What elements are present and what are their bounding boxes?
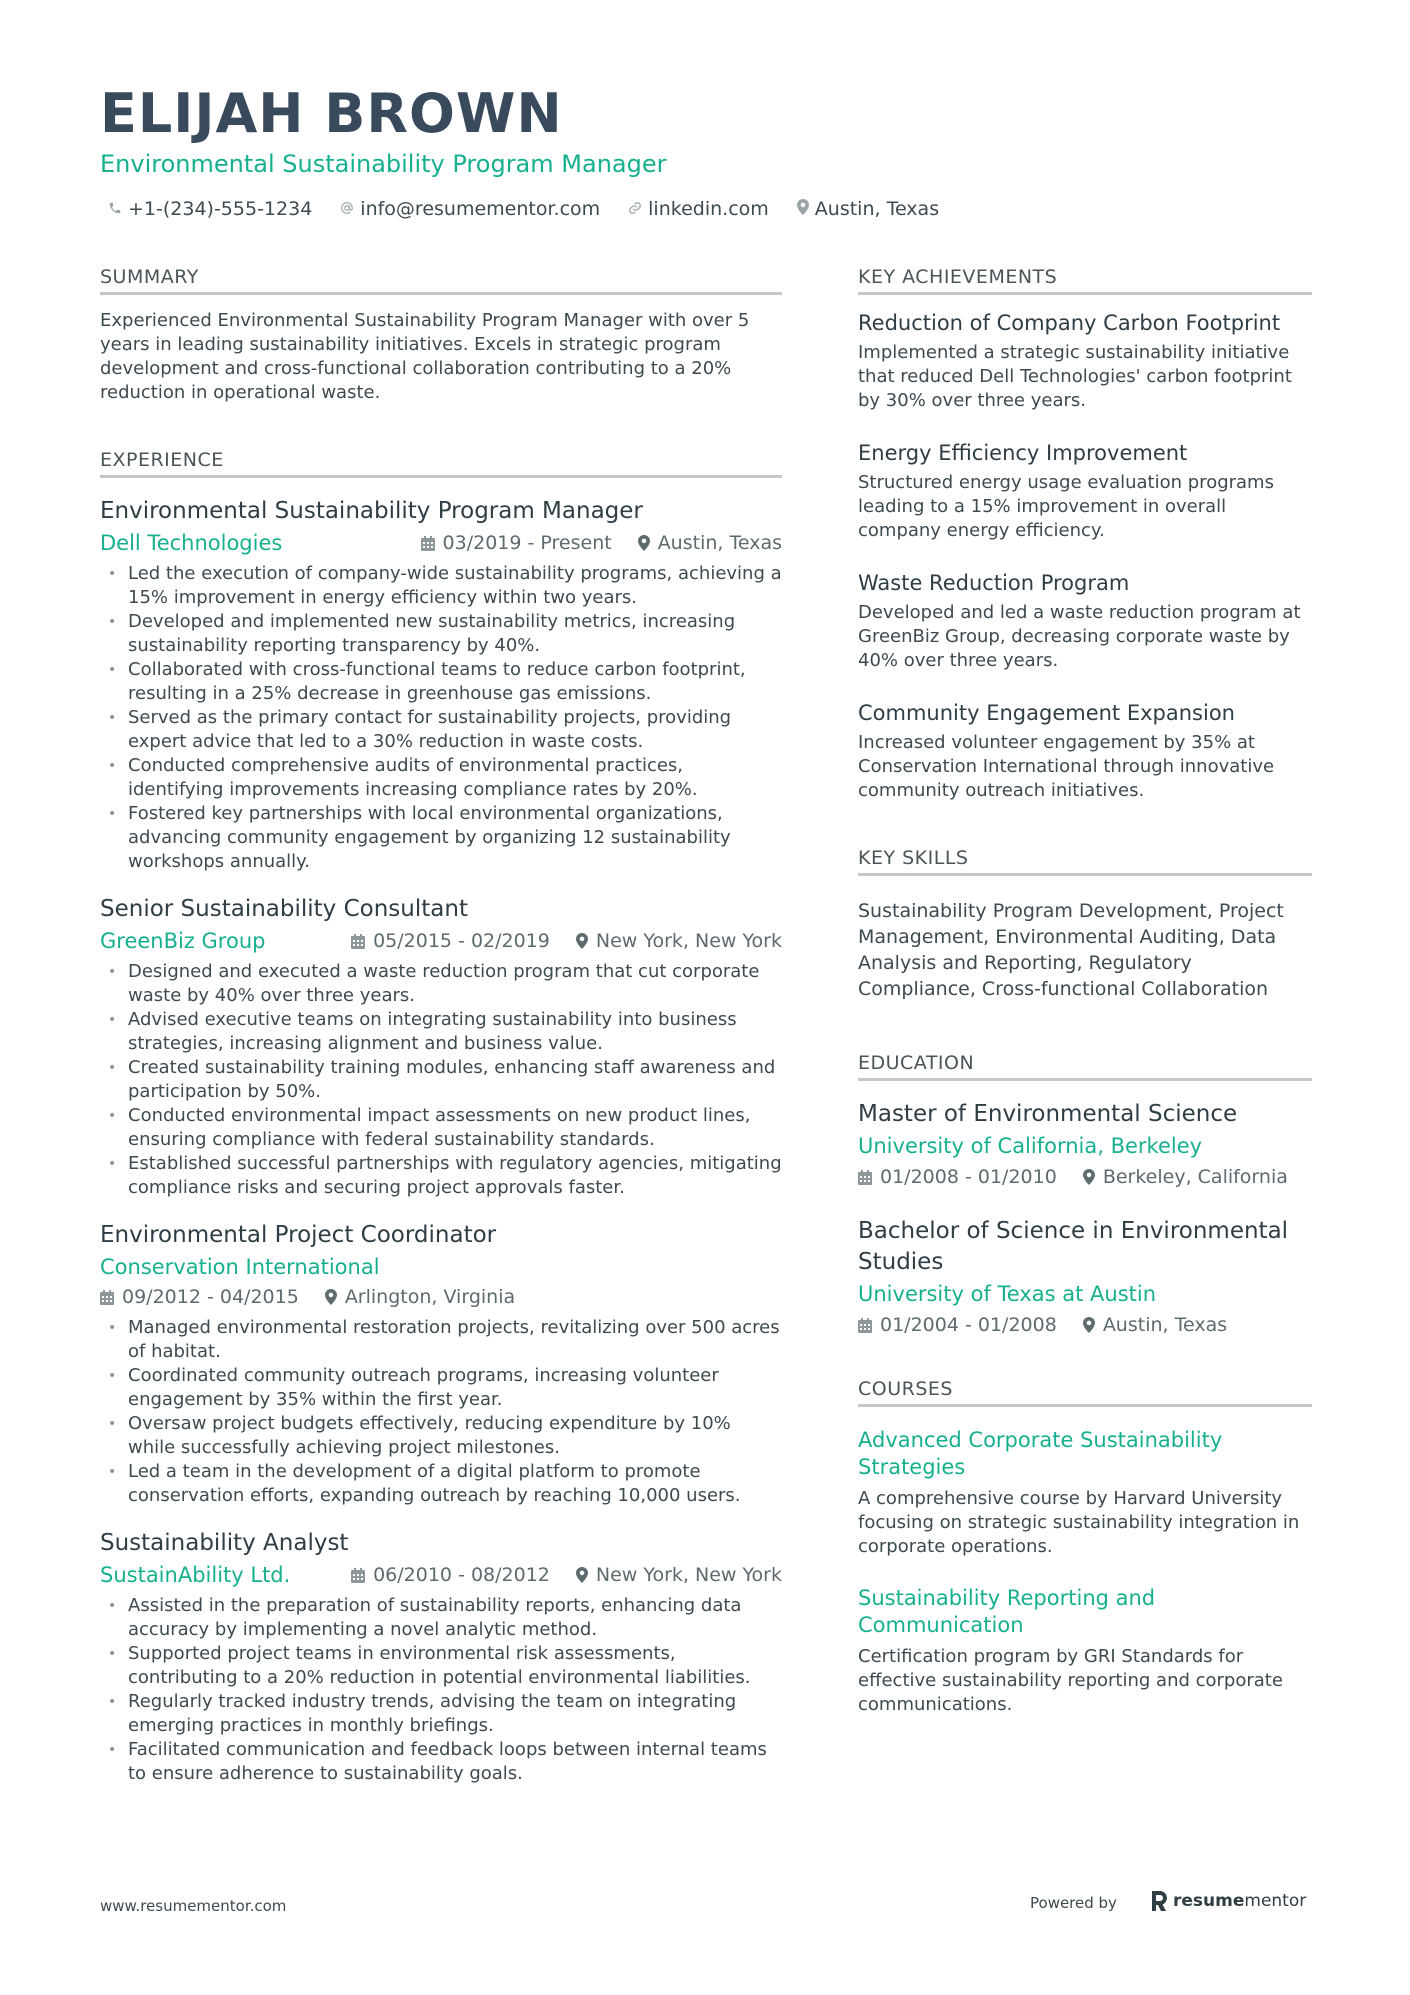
education-meta: [858, 1312, 1312, 1338]
job-location-text: Austin, Texas: [657, 532, 782, 554]
job-meta: [100, 928, 782, 954]
candidate-role: Environmental Sustainability Program Manager: [100, 150, 667, 178]
job-location-text: New York, New York: [595, 1564, 782, 1586]
job-bullet: • Established successful partnerships with regulatory agencies, mitigating compliance risks and securing project approvals faster.: [100, 1152, 782, 1200]
experience-item: [100, 1528, 782, 1786]
footer-url[interactable]: www.resumementor.com: [100, 1897, 287, 1915]
map-pin-icon: [325, 1289, 337, 1305]
education-location: [1083, 1166, 1288, 1188]
skills-text: Sustainability Program Development, Project Management, Environmental Auditing, Data Analysis and Reporting, Regulatory Compliance, Cross-functional Collaboration: [858, 900, 1284, 1000]
course-text: A comprehensive course by Harvard University focusing on strategic sustainability integration in corporate operations.: [858, 1488, 1300, 1557]
job-bullet: • Developed and implemented new sustainability metrics, increasing sustainability reporting transparency by 40%.: [100, 610, 782, 658]
school-name: University of Texas at Austin: [858, 1282, 1157, 1306]
education-item: [858, 1216, 1312, 1338]
achievement-title: Energy Efficiency Improvement: [858, 441, 1188, 465]
job-location: [576, 930, 782, 952]
job-meta-details: [421, 532, 782, 554]
candidate-name: ELIJAH BROWN: [100, 82, 563, 145]
degree-title: Bachelor of Science in Environmental Studies: [858, 1218, 1289, 1275]
contact-email[interactable]: [340, 198, 600, 220]
map-pin-icon: [576, 1567, 588, 1583]
job-dates: [351, 1564, 550, 1586]
calendar-icon: [421, 536, 435, 551]
job-dates: [421, 532, 612, 554]
job-bullet: • Supported project teams in environmental risk assessments, contributing to a 20% reduction in potential environmental liabilities.: [100, 1642, 782, 1690]
experience-item: [100, 1220, 782, 1508]
achievement-text: Increased volunteer engagement by 35% at Conservation International through innovative community outreach initiatives.: [858, 732, 1275, 801]
footer-logo[interactable]: [1150, 1891, 1306, 1911]
job-location-text: Arlington, Virginia: [344, 1286, 516, 1308]
map-pin-icon: [797, 198, 815, 220]
map-pin-icon: [1083, 1317, 1095, 1333]
job-bullet: • Advised executive teams on integrating sustainability into business strategies, increasing alignment and business value.: [100, 1008, 782, 1056]
right-column: [858, 266, 1312, 1743]
experience-item: [100, 496, 782, 874]
phone-text: +1-(234)-555-1234: [128, 198, 313, 220]
job-bullet: • Managed environmental restoration projects, revitalizing over 500 acres of habitat.: [100, 1316, 782, 1364]
achievement-item: [858, 699, 1312, 803]
calendar-icon: [858, 1170, 872, 1185]
course-title: Sustainability Reporting and Communication: [858, 1586, 1156, 1637]
job-meta-details: [351, 1564, 782, 1586]
education-location-text: Berkeley, California: [1102, 1166, 1288, 1188]
at-icon: [340, 198, 360, 220]
calendar-icon: [351, 934, 365, 949]
calendar-icon: [100, 1290, 114, 1305]
job-meta-details: [351, 930, 782, 952]
course-item: [858, 1427, 1312, 1559]
achievements-heading: KEY ACHIEVEMENTS: [858, 266, 1312, 295]
job-bullet: • Collaborated with cross-functional teams to reduce carbon footprint, resulting in a 25% decrease in greenhouse gas emissions.: [100, 658, 782, 706]
job-company: SustainAbility Ltd.: [100, 1563, 291, 1587]
job-dates-text: 06/2010 - 08/2012: [373, 1564, 550, 1586]
education-meta-details: [858, 1166, 1288, 1188]
school-name: University of California, Berkeley: [858, 1134, 1203, 1158]
job-dates-text: 05/2015 - 02/2019: [373, 930, 550, 952]
job-bullet: • Fostered key partnerships with local environmental organizations, advancing community engagement by organizing 12 sustainability workshops annually.: [100, 802, 782, 874]
calendar-icon: [351, 1568, 365, 1583]
footer-powered-label: Powered by: [1030, 1894, 1117, 1912]
job-company: Dell Technologies: [100, 531, 283, 555]
experience-item: [100, 894, 782, 1200]
achievement-text: Structured energy usage evaluation programs leading to a 15% improvement in overall company energy efficiency.: [858, 472, 1274, 541]
job-location: [576, 1564, 782, 1586]
education-item: [858, 1099, 1312, 1190]
job-bullet: • Oversaw project budgets effectively, reducing expenditure by 10% while successfully achieving project milestones.: [100, 1412, 782, 1460]
achievement-text: Implemented a strategic sustainability initiative that reduced Dell Technologies' carbon footprint by 30% over three years.: [858, 342, 1292, 411]
achievement-text: Developed and led a waste reduction program at GreenBiz Group, decreasing corporate waste by 40% over three years.: [858, 602, 1301, 671]
education-heading: EDUCATION: [858, 1052, 1312, 1081]
job-meta-details: [100, 1286, 515, 1308]
achievement-title: Community Engagement Expansion: [858, 701, 1235, 725]
achievement-item: [858, 309, 1312, 413]
job-dates: [351, 930, 550, 952]
job-bullet: • Led a team in the development of a digital platform to promote conservation efforts, expanding outreach by reaching 10,000 users.: [100, 1460, 782, 1508]
logo-bold-text: resume: [1173, 1891, 1245, 1911]
achievement-item: [858, 439, 1312, 543]
job-dates: [100, 1286, 299, 1308]
job-bullet: • Served as the primary contact for sustainability projects, providing expert advice that led to a 30% reduction in waste costs.: [100, 706, 782, 754]
job-title: Environmental Sustainability Program Manager: [100, 498, 643, 524]
course-title: Advanced Corporate Sustainability Strategies: [858, 1428, 1223, 1479]
degree-title: Master of Environmental Science: [858, 1101, 1238, 1127]
education-dates-text: 01/2008 - 01/2010: [880, 1166, 1057, 1188]
achievement-title: Reduction of Company Carbon Footprint: [858, 311, 1281, 335]
job-meta: [100, 530, 782, 556]
phone-icon: [108, 198, 128, 220]
job-bullet: • Facilitated communication and feedback loops between internal teams to ensure adherence to sustainability goals.: [100, 1738, 782, 1786]
job-meta: [100, 1562, 782, 1588]
education-meta-details: [858, 1314, 1227, 1336]
left-column: [100, 266, 782, 1786]
job-bullet: • Coordinated community outreach programs, increasing volunteer engagement by 35% within the first year.: [100, 1364, 782, 1412]
education-location: [1083, 1314, 1227, 1336]
map-pin-icon: [638, 535, 650, 551]
summary-heading: SUMMARY: [100, 266, 782, 295]
job-meta-line2: [100, 1284, 782, 1310]
job-company: GreenBiz Group: [100, 929, 266, 953]
job-bullet: • Created sustainability training modules, enhancing staff awareness and participation by 50%.: [100, 1056, 782, 1104]
job-bullets: [100, 1594, 782, 1786]
logo-thin-text: mentor: [1244, 1891, 1307, 1911]
summary-text: Experienced Environmental Sustainability Program Manager with over 5 years in leading sustainability initiatives. Excels in strategic program development and cross-functional collaboration contributing to a 20% reduction in operational waste.: [100, 310, 750, 403]
linkedin-text: linkedin.com: [648, 198, 769, 220]
job-title: Senior Sustainability Consultant: [100, 896, 468, 922]
job-dates-text: 03/2019 - Present: [442, 532, 612, 554]
job-location-text: New York, New York: [595, 930, 782, 952]
job-bullets: [100, 960, 782, 1200]
job-bullets: [100, 562, 782, 874]
skills-heading: KEY SKILLS: [858, 847, 1312, 876]
contact-linkedin[interactable]: [628, 198, 769, 220]
resumementor-logo-icon: [1150, 1891, 1168, 1911]
job-bullet: • Regularly tracked industry trends, advising the team on integrating emerging practices in monthly briefings.: [100, 1690, 782, 1738]
job-title: Environmental Project Coordinator: [100, 1222, 497, 1248]
link-icon: [628, 198, 648, 220]
job-bullet: • Designed and executed a waste reduction program that cut corporate waste by 40% over three years.: [100, 960, 782, 1008]
job-location: [325, 1286, 515, 1308]
calendar-icon: [858, 1318, 872, 1333]
contact-phone[interactable]: [108, 198, 312, 220]
job-company: Conservation International: [100, 1255, 380, 1279]
job-bullet: • Assisted in the preparation of sustainability reports, enhancing data accuracy by implementing a novel analytic method.: [100, 1594, 782, 1642]
job-dates-text: 09/2012 - 04/2015: [122, 1286, 299, 1308]
education-dates: [858, 1314, 1057, 1336]
education-meta: [858, 1164, 1312, 1190]
job-title: Sustainability Analyst: [100, 1530, 349, 1556]
job-bullet: • Conducted environmental impact assessments on new product lines, ensuring compliance with federal sustainability standards.: [100, 1104, 782, 1152]
contact-location: [797, 198, 939, 220]
course-text: Certification program by GRI Standards for effective sustainability reporting and corporate communications.: [858, 1646, 1283, 1715]
map-pin-icon: [576, 933, 588, 949]
contact-bar: [108, 198, 967, 220]
education-location-text: Austin, Texas: [1102, 1314, 1228, 1336]
job-meta: [100, 1254, 782, 1280]
achievement-title: Waste Reduction Program: [858, 571, 1130, 595]
email-text: info@resumementor.com: [360, 198, 601, 220]
job-bullets: [100, 1316, 782, 1508]
map-pin-icon: [1083, 1169, 1095, 1185]
education-dates-text: 01/2004 - 01/2008: [880, 1314, 1057, 1336]
course-item: [858, 1585, 1312, 1717]
courses-heading: COURSES: [858, 1378, 1312, 1407]
job-location: [638, 532, 782, 554]
achievement-item: [858, 569, 1312, 673]
job-bullet: • Conducted comprehensive audits of environmental practices, identifying improvements increasing compliance rates by 20%.: [100, 754, 782, 802]
location-text: Austin, Texas: [814, 198, 940, 220]
job-bullet: • Led the execution of company-wide sustainability programs, achieving a 15% improvement in energy efficiency within two years.: [100, 562, 782, 610]
experience-heading: EXPERIENCE: [100, 449, 782, 478]
education-dates: [858, 1166, 1057, 1188]
